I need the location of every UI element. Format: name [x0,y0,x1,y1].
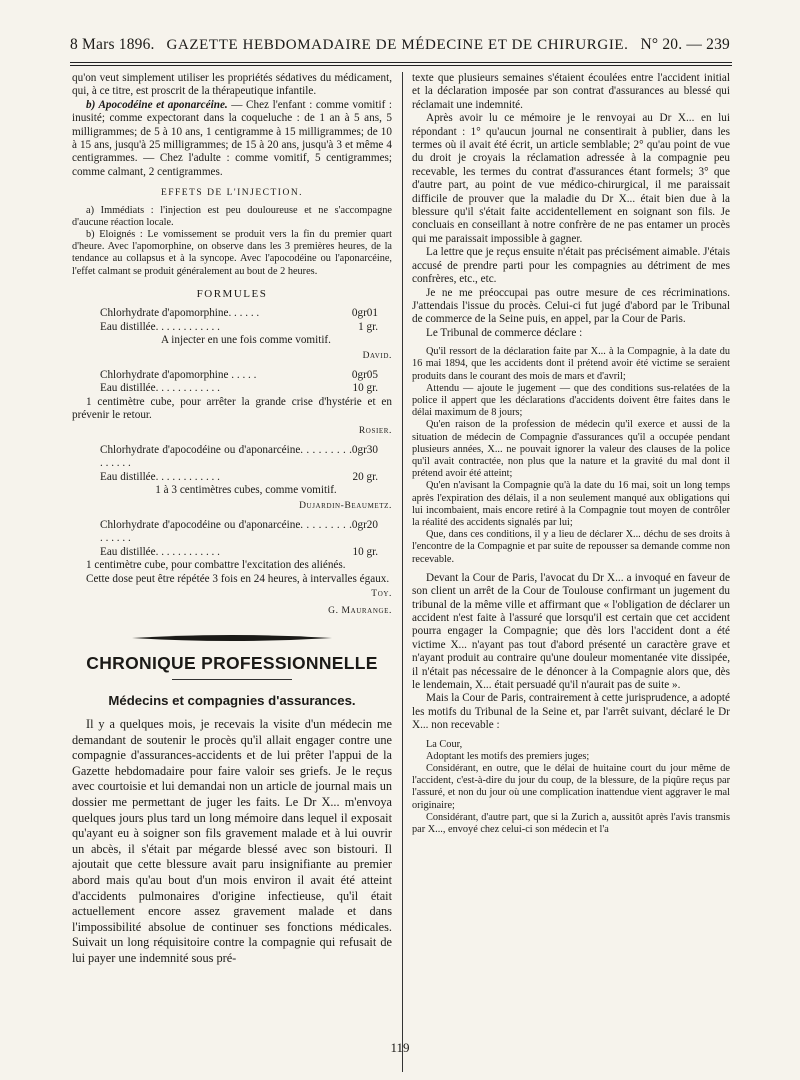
court-line-4: Considérant, d'autre part, que si la Zurich a, aussitôt après l'avis transmis par X..., envoyé chez celui-ci son médecin et l'a [412,811,730,836]
signature-toy: Toy. [371,589,392,599]
formula-4-value-1: 0gr20 [351,518,378,531]
judgment-quote-2: Attendu — ajoute le jugement — que des conditions sus-relatées de la police il appert que les déclarations d'accidents doivent être faites dans le délai maximum de 8 jours; [412,382,730,419]
right-column [412,72,730,836]
formula-3-note: 1 à 3 centimètres cubes, comme vomitif. [155,484,337,497]
formula-1 [100,307,392,347]
formula-4-note: 1 centimètre cube, pour combattre l'excitation des aliénés. [86,559,346,572]
formula-3-value-1: 0gr30 [351,443,378,456]
formula-1-signature: David. [362,350,392,361]
formula-3 [100,444,392,498]
header-title: GAZETTE HEBDOMADAIRE DE MÉDECINE ET DE CHIRURGIE. [166,37,629,53]
ornament-rule [72,631,392,645]
right-paragraph-1: texte que plusieurs semaines s'étaient écoulées entre l'accident initial et la déclaration imposée par son contrat d'assurances au blessé qui réclamait une indemnité. [412,72,730,111]
signature-maurange: G. Maurange. [328,606,392,617]
left-paragraph-1: qu'on veut simplement utiliser les propriétés sédatives du médicament, qui, à ce titre, est proscrit de la thérapeutique infantile. [72,72,392,98]
court-line-2: Adoptant les motifs des premiers juges; [426,750,590,762]
court-line-3: Considérant, en outre, que le délai de huitaine court du jour même de l'accident, c'est-à-dire du jour du coup, de la blessure, de la piqûre reçus par l'assuré, et non du jour où une complication inattendue vient aggraver le mal originaire; [412,763,730,811]
formula-3-line-2: Eau distillée. . . . . . . . . . . . [100,470,220,483]
formula-4-line-1: Chlorhydrate d'apocodéine ou d'aponarcéine. . . . . . . . . . . . . . . [100,518,352,545]
header-rule-top [70,62,732,63]
formula-2-note: 1 centimètre cube, pour arrêter la grande crise d'hystérie et en prévenir le retour. [72,395,392,422]
right-paragraph-7: Mais la Cour de Paris, contrairement à cette jurisprudence, a adopté les motifs du Tribunal de la Seine et, par l'arrêt suivant, déclaré le Dr X... non recevable : [412,692,730,732]
column-divider [402,72,403,1072]
judgment-quote-5: Que, dans ces conditions, il y a lieu de déclarer X... déchu de ses droits à l'encontre de la Compagnie et par suite de repousser sa demande comme non recevable. [412,529,730,565]
formula-3-value-2: 20 gr. [352,470,378,483]
page-number: 119 [390,1040,410,1055]
header-issue: N° 20. — 239 [640,36,730,53]
judgment-quote-3: Qu'en raison de la profession de médecin qu'il exerce et aussi de la situation de médecin de Compagnie d'assurances qu'il a occupée pendant plusieurs années, X... ne pouvait ignorer la valeur des clauses de la police qu'il avait contractée, non plus que la nature et la gravité du mal dont il prétend avoir été atteint; [412,419,730,480]
formula-2-value-2: 10 gr. [352,382,378,395]
chronique-rule [172,679,292,680]
formula-2-line-1: Chlorhydrate d'apomorphine . . . . . [100,368,257,381]
formula-2-value-1: 0gr05 [351,368,378,381]
formula-1-value-1: 0gr01 [351,307,378,320]
chronique-heading: CHRONIQUE PROFESSIONNELLE [86,653,378,674]
apocodeine-heading: b) Apocodéine et aponarcéine. [86,98,228,111]
apocodeine-paragraph [72,99,392,179]
effets-title: EFFETS DE L'INJECTION. [160,188,304,199]
judgment-quote-4: Qu'en n'avisant la Compagnie qu'à la date du 16 mai, soit un long temps après l'expiration des délais, il a non seulement manqué aux obligations qui lui incombaient, mais encore retiré à la Compagnie tout moyen de contrôler la réalité des accidents signalés par lui; [412,480,730,528]
effets-b: b) Eloignés : Le vomissement se produit vers la fin du premier quart d'heure. Avec l'apomorphine, on observe dans les 3 premières heures, de la tendance au collapsus et à la syncope. Avec l'apocodéine ou l'aponarcéine, l'effet calmant se produit généralement au bout de 2 heures. [72,229,392,277]
formula-3-signature: Dujardin-Beaumetz. [299,500,392,511]
formula-4-line-2: Eau distillée. . . . . . . . . . . . [100,545,220,558]
right-paragraph-3: La lettre que je reçus ensuite n'était pas précisément aimable. J'étais accusé de prendre parti pour les compagnies au détriment de mes confrères, etc., etc. [412,246,730,286]
formula-1-line-2: Eau distillée. . . . . . . . . . . . [100,320,220,333]
formula-2-signature: Rosier. [358,425,392,436]
header-date: 8 Mars 1896. [70,36,155,53]
formula-4-value-2: 10 gr. [352,545,378,558]
article-body: Il y a quelques mois, je recevais la visite d'un médecin me demandant de soutenir le procès qu'il allait engager contre une compagnie d'assurances-accidents et de lui prêter l'appui de la Gazette hebdomadaire pour faire valoir ses griefs. Je le reçus avec courtoisie et lui demandai non un article de journal mais un dossier me permettant de juger les faits. Le Dr X... m'envoya quelques jours plus tard un long mémoire dans lequel il exposait qu'ayant eu à soigner son fils gravement malade et à lui ouvrir un abcès, il s'était par mégarde blessé avec son bistouri. Il ajoutait que cette blessure avait paru insignifiante au premier abord mais qu'au bout d'un mois environ il avait été atteint d'accidents pulmonaires d'origine infectieuse, qu'il était actuellement encore assez gravement malade et dans l'impossibilité absolue de continuer ses fonctions médicales. Suivait un long réquisitoire contre la compagnie qui refusait de lui payer une indemnité sous pré- [72,717,392,965]
right-paragraph-6: Devant la Cour de Paris, l'avocat du Dr X... a invoqué en faveur de son client un arrêt de la Cour de Toulouse confirmant un jugement du tribunal de la même ville et affirmant que « l'obligation de déclarer un accident n'est faite à l'assuré que lorsqu'il est certain que cet accident pourra engager la Compagnie; que dès lors l'accident dont a été victime X... n'ayant pas tout d'abord présenté un caractère grave et n'ayant produit au contraire qu'une douleur momentanée vite dissipée, il n'était pas nécessaire de le dénoncer à la Compagnie alors que, dès le lendemain, X... était persuadé qu'il n'aurait pas de suite ». [412,571,730,692]
header-rule-bottom [70,65,732,66]
article-subtitle: Médecins et compagnies d'assurances. [108,692,356,708]
formula-1-value-2: 1 gr. [358,320,378,333]
formules-title: FORMULES [196,287,268,300]
formula-2 [100,369,392,396]
running-header [70,36,730,60]
dose-paragraph: Cette dose peut être répétée 3 fois en 24 heures, à intervalles égaux. [86,572,390,585]
formula-3-line-1: Chlorhydrate d'apocodéine ou d'aponarcéine. . . . . . . . . . . . . . . [100,443,352,470]
judgment-quote-1: Qu'il ressort de la déclaration faite par X... à la Compagnie, à la date du 16 mai 1894, que les accidents dont il prétend avoir été victime se seraient produits dans le courant des mois de mars et d'avril; [412,346,730,382]
left-column [72,72,392,967]
right-paragraph-5: Le Tribunal de commerce déclare : [426,326,583,339]
right-paragraph-4: Je ne me préoccupai pas outre mesure de ces récriminations. J'attendais l'issue du procès. Celui-ci fut jugé d'abord par le Tribunal de commerce de la Seine puis, en appel, par la Cour de Paris. [412,286,730,326]
apocodeine-text: — Chez l'enfant : comme vomitif : inusité; comme expectorant dans la coqueluche : de 1 an à 5 ans, 5 milligrammes; de 5 à 10 ans, 1 centigramme à 15 milligrammes; de 10 à 15 ans, jusqu'à 25 milligrammes; de 15 à 20 ans, jusqu'à 3 et même 4 centigrammes. — Chez l'adulte : comme vomitif, 5 centigrammes; comme calmant, 2 centigrammes. [72,98,392,178]
effets-a: a) Immédiats : l'injection est peu douloureuse et ne s'accompagne d'aucune réaction locale. [72,204,392,228]
formula-2-line-2: Eau distillée. . . . . . . . . . . . [100,382,220,395]
formula-1-note: A injecter en une fois comme vomitif. [161,334,331,347]
right-paragraph-2: Après avoir lu ce mémoire je le renvoyai au Dr X... en lui répondant : 1° qu'aucun journal ne consentirait à publier, dans les termes où il avait été écrit, un article semblable; 2° qu'au point de vue du droit je croyais la réclamation adressée à la compagnie peu recevable, les termes du contrat d'assurances étant formels; 3° que d'autre part, au point de vue médico-chirurgical, il me paraissait difficile de prouver que la maladie du Dr X... était bien due à la blessure qu'il s'était faite accidentellement en soignant son fils. Je concluais en conseillant à notre confrère de ne pas entamer un procès qui me paraissait impossible à gagner. [412,112,730,245]
formula-1-line-1: Chlorhydrate d'apomorphine. . . . . . [100,307,260,320]
formula-4 [100,519,392,559]
court-line-1: La Cour, [426,738,463,750]
